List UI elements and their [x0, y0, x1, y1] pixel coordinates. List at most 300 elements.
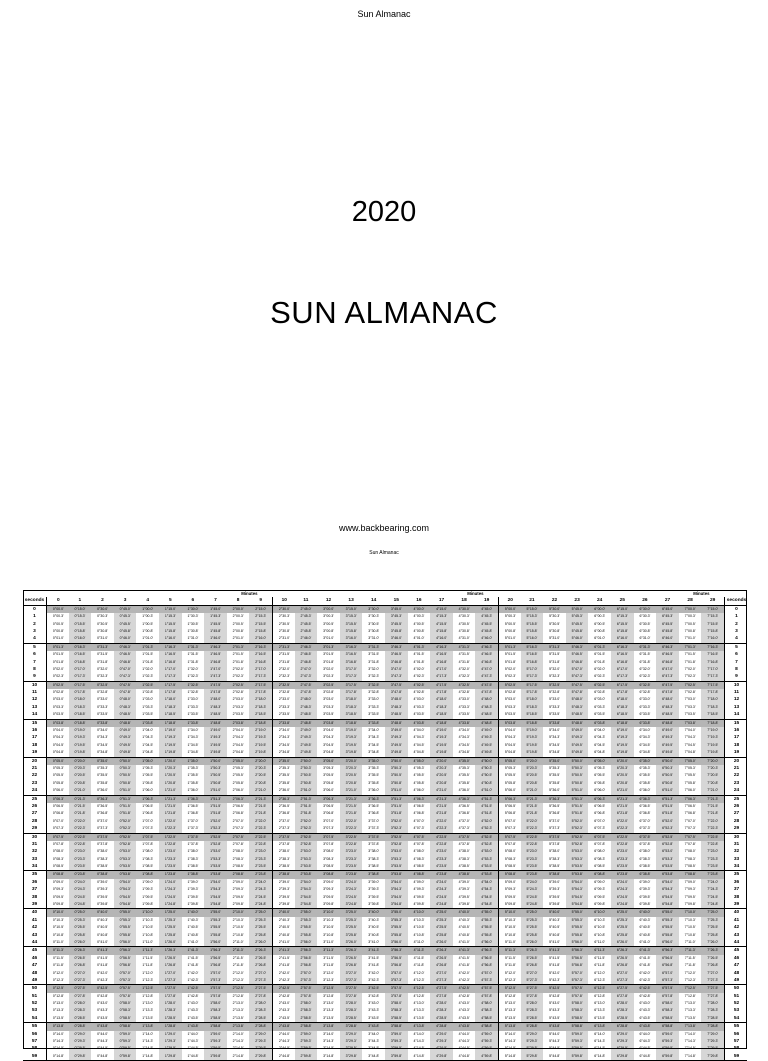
arc-value-cell: 5°12.3'	[498, 977, 522, 984]
arc-value-cell: 4°26.0'	[430, 939, 453, 946]
arc-value-cell: 3°00.5'	[323, 621, 334, 626]
seconds-label: 0	[724, 606, 748, 613]
arc-value-cell: 3°07.3'	[323, 826, 334, 831]
arc-value-cell: 6°47.5'	[656, 682, 679, 689]
arc-value-cell: 1°34.8'	[187, 750, 199, 755]
arc-value-cell: 3°48.5'	[385, 711, 408, 718]
arc-value-cell: 5°03.5'	[498, 711, 522, 718]
arc-value-cell: 2°43.3'	[272, 1007, 296, 1014]
arc-value-cell: 4°25.5'	[430, 924, 453, 931]
arc-value-cell: 5°32.8'	[549, 690, 560, 695]
arc-value-cell: 6°03.8'	[588, 720, 611, 727]
arc-value-cell: 0°23.5'	[69, 863, 92, 870]
arc-value-cell: 1°28.0'	[159, 1000, 182, 1007]
seconds-label: 4	[724, 635, 748, 642]
arc-value-cell: 3°59.5'	[385, 1045, 408, 1052]
arc-value-cell: 4°23.5'	[430, 863, 453, 870]
table-row	[23, 780, 747, 787]
arc-value-cell: 1°07.3'	[142, 826, 154, 831]
table-row	[23, 909, 747, 916]
arc-value-cell: 0°00.5'	[46, 621, 70, 628]
arc-value-cell: 3°23.3'	[340, 856, 363, 863]
seconds-label: 51	[724, 993, 748, 1000]
arc-value-cell: 0°28.8'	[69, 1023, 92, 1030]
arc-value-cell: 5°26.0'	[521, 939, 544, 946]
arc-value-cell: 4°18.3'	[430, 704, 453, 711]
arc-value-cell: 6°24.5'	[611, 894, 634, 901]
minute-column-header: 0	[46, 597, 70, 604]
arc-value-cell: 4°23.8'	[430, 871, 453, 878]
arc-value-cell: 4°39.8'	[458, 902, 470, 907]
minute-column-header: 16	[416, 598, 422, 604]
arc-value-cell: 2°16.3'	[249, 644, 272, 651]
arc-value-cell: 6°29.8'	[611, 1053, 634, 1060]
arc-value-cell: 0°56.3'	[114, 947, 137, 954]
table-row	[23, 765, 747, 772]
arc-value-cell: 4°10.5'	[413, 925, 425, 930]
arc-value-cell: 7°05.8'	[684, 780, 696, 785]
arc-value-cell: 1°03.3'	[142, 704, 154, 709]
arc-value-cell: 5°32.0'	[549, 666, 560, 671]
arc-value-cell: 6°47.8'	[656, 689, 679, 696]
minute-column-header: 13	[348, 598, 354, 604]
arc-value-cell: 2°11.5'	[232, 955, 244, 960]
arc-value-cell: 1°57.5'	[204, 985, 227, 992]
arc-value-cell: 3°46.0'	[385, 635, 408, 642]
table-row	[23, 863, 747, 871]
arc-value-cell: 2°52.0'	[295, 818, 318, 825]
arc-value-cell: 4°49.0'	[475, 727, 498, 734]
arc-value-cell: 2°07.8'	[232, 841, 244, 846]
arc-value-cell: 1°21.8'	[159, 810, 182, 817]
arc-value-cell: 3°57.3'	[385, 977, 408, 984]
arc-value-cell: 5°45.3'	[566, 613, 589, 620]
arc-value-cell: 5°53.5'	[566, 863, 589, 870]
seconds-label: 20	[724, 758, 748, 765]
arc-value-cell: 4°55.0'	[475, 909, 498, 916]
arc-value-cell: 6°41.5'	[639, 955, 651, 960]
arc-value-cell: 1°34.3'	[187, 735, 199, 740]
arc-value-cell: 7°05.5'	[684, 773, 696, 778]
arc-value-cell: 6°51.0'	[656, 787, 679, 794]
arc-value-cell: 1°16.5'	[159, 651, 182, 658]
arc-value-cell: 0°14.5'	[46, 1045, 70, 1052]
arc-value-cell: 3°08.5'	[323, 864, 334, 869]
arc-value-cell: 2°57.8'	[295, 993, 318, 1000]
minute-column-header: 25	[619, 598, 625, 604]
minute-column-header: 9	[259, 598, 263, 604]
arc-value-cell: 6°07.0'	[594, 818, 606, 823]
arc-value-cell: 1°27.8'	[159, 993, 182, 1000]
arc-value-cell: 4°04.5'	[413, 742, 425, 747]
arc-value-cell: 5°56.8'	[566, 962, 589, 969]
minute-column-header: 28	[687, 598, 693, 604]
arc-value-cell: 6°44.8'	[639, 1053, 651, 1058]
arc-value-cell: 2°38.8'	[272, 871, 296, 878]
arc-value-cell: 1°03.8'	[136, 720, 159, 727]
arc-value-cell: 7°16.0'	[701, 635, 724, 642]
arc-value-cell: 0°07.0'	[46, 818, 70, 825]
arc-value-cell: 3°47.3'	[385, 673, 408, 680]
arc-value-cell: 2°59.5'	[295, 1045, 318, 1052]
arc-value-cell: 4°47.0'	[475, 666, 498, 673]
arc-value-cell: 1°23.5'	[159, 863, 182, 870]
arc-value-cell: 2°57.5'	[295, 985, 318, 992]
arc-value-cell: 3°15.8'	[340, 628, 363, 635]
arc-value-cell: 2°48.8'	[295, 720, 318, 727]
arc-value-cell: 5°42.3'	[549, 977, 560, 982]
arc-value-cell: 0°48.5'	[114, 711, 137, 718]
table-row	[23, 696, 747, 703]
arc-value-cell: 6°11.5'	[594, 955, 605, 960]
arc-value-cell: 1°09.0'	[142, 879, 154, 884]
arc-value-cell: 5°32.3'	[549, 674, 560, 679]
arc-value-cell: 2°22.8'	[249, 841, 272, 848]
arc-value-cell: 5°27.3'	[521, 977, 544, 984]
minute-column-header: 7	[214, 598, 217, 604]
arc-value-cell: 4°05.8'	[413, 780, 425, 785]
arc-value-cell: 6°34.8'	[639, 750, 651, 755]
arc-value-cell: 1°18.0'	[159, 696, 182, 703]
minutes-group-header	[23, 590, 747, 597]
arc-value-cell: 0°53.0'	[114, 848, 137, 855]
arc-value-cell: 0°06.5'	[46, 803, 70, 810]
arc-value-cell: 2°56.0'	[295, 939, 318, 946]
arc-value-cell: 2°09.8'	[232, 902, 244, 907]
arc-value-cell: 4°38.8'	[453, 871, 476, 878]
seconds-label: 1	[33, 614, 36, 620]
arc-value-cell: 0°59.3'	[114, 1038, 137, 1045]
arc-value-cell: 0°14.0'	[46, 1031, 70, 1038]
arc-value-cell: 2°12.3'	[232, 977, 244, 982]
arc-value-cell: 3°08.3'	[323, 856, 334, 861]
arc-value-cell: 6°34.3'	[639, 735, 651, 740]
arc-value-cell: 2°13.8'	[227, 1023, 250, 1030]
table-caption: Sun Almanac	[369, 550, 399, 556]
arc-value-cell: 4°12.3'	[413, 977, 425, 982]
arc-value-cell: 0°51.3'	[114, 796, 137, 803]
arc-value-cell: 1°19.0'	[159, 727, 182, 734]
table-row	[23, 917, 747, 924]
seconds-label: 34	[724, 863, 748, 870]
arc-value-cell: 5°35.0'	[543, 758, 566, 765]
arc-value-cell: 7°29.3'	[701, 1038, 724, 1045]
arc-value-cell: 6°18.0'	[611, 696, 634, 703]
arc-value-cell: 2°42.8'	[272, 993, 296, 1000]
arc-value-cell: 2°39.8'	[272, 901, 296, 908]
arc-value-cell: 1°59.3'	[204, 1038, 227, 1045]
arc-value-cell: 1°05.5'	[142, 773, 154, 778]
arc-value-cell: 2°51.3'	[295, 796, 318, 803]
arc-value-cell: 0°56.5'	[114, 955, 137, 962]
arc-value-cell: 1°30.8'	[187, 628, 199, 633]
arc-value-cell: 4°21.8'	[430, 810, 453, 817]
arc-value-cell: 5°47.5'	[566, 682, 589, 689]
arc-value-cell: 1°55.3'	[204, 917, 227, 924]
arc-value-cell: 2°44.8'	[272, 1053, 296, 1060]
arc-value-cell: 6°03.0'	[594, 697, 606, 702]
arc-value-cell: 3°15.0'	[340, 606, 363, 613]
arc-value-cell: 5°54.5'	[566, 894, 589, 901]
arc-value-cell: 2°22.3'	[249, 825, 272, 832]
seconds-label: 49	[31, 977, 38, 983]
arc-value-cell: 0°13.3'	[46, 1007, 70, 1014]
arc-value-cell: 2°52.3'	[295, 825, 318, 832]
arc-value-cell: 0°02.0'	[46, 666, 70, 673]
arc-value-cell: 4°42.0'	[458, 970, 470, 975]
arc-value-cell: 2°09.3'	[232, 887, 244, 892]
arc-value-cell: 4°20.5'	[430, 772, 453, 779]
table-row	[23, 1023, 747, 1030]
seconds-label: 8	[33, 666, 36, 672]
arc-value-cell: 2°44.5'	[272, 1045, 296, 1052]
arc-value-cell: 1°06.3'	[136, 796, 159, 803]
seconds-label: 21	[31, 765, 38, 771]
arc-value-cell: 0°24.3'	[69, 886, 92, 893]
arc-value-cell: 3°38.5'	[368, 864, 380, 869]
arc-value-cell: 0°27.5'	[69, 985, 92, 992]
arc-value-cell: 1°47.5'	[204, 682, 227, 689]
arc-value-cell: 2°44.0'	[272, 1031, 296, 1038]
arc-value-cell: 2°32.3'	[272, 673, 296, 680]
arc-value-cell: 0°57.3'	[114, 977, 137, 984]
arc-value-cell: 2°00.8'	[232, 628, 244, 633]
arc-value-cell: 5°29.0'	[521, 1031, 544, 1038]
arc-value-cell: 6°25.0'	[611, 909, 634, 916]
arc-value-cell: 3°50.3'	[385, 765, 408, 772]
arc-value-cell: 5°06.5'	[498, 803, 522, 810]
arc-value-cell: 3°06.0'	[323, 788, 334, 793]
arc-value-cell: 7°17.5'	[701, 682, 724, 689]
arc-value-cell: 4°31.3'	[453, 644, 476, 651]
arc-value-cell: 3°23.5'	[340, 863, 363, 870]
seconds-label: 28	[724, 818, 748, 825]
arc-value-cell: 3°24.5'	[340, 894, 363, 901]
arc-value-cell: 0°53.3'	[114, 856, 137, 863]
arc-value-cell: 3°09.3'	[323, 887, 334, 892]
arc-value-cell: 3°18.0'	[340, 696, 363, 703]
arc-value-cell: 0°20.5'	[69, 772, 92, 779]
arc-value-cell: 5°09.8'	[498, 901, 522, 908]
arc-value-cell: 6°31.8'	[639, 659, 651, 664]
arc-value-cell: 1°26.8'	[159, 962, 182, 969]
arc-value-cell: 2°12.0'	[232, 970, 244, 975]
arc-value-cell: 0°23.0'	[69, 848, 92, 855]
arc-value-cell: 1°13.0'	[142, 1001, 154, 1006]
arc-value-cell: 6°58.5'	[656, 1015, 679, 1022]
arc-value-cell: 5°48.3'	[566, 704, 589, 711]
arc-value-cell: 2°59.8'	[295, 1053, 318, 1060]
arc-value-cell: 6°36.0'	[639, 788, 651, 793]
arc-value-cell: 4°07.3'	[413, 826, 425, 831]
arc-value-cell: 3°50.0'	[385, 758, 408, 765]
arc-value-cell: 1°19.3'	[159, 734, 182, 741]
minute-column-header: 29	[710, 598, 716, 604]
arc-value-cell: 7°03.5'	[684, 712, 696, 717]
arc-value-cell: 6°46.0'	[656, 635, 679, 642]
minute-column-header: 2	[101, 598, 104, 604]
arc-value-cell: 3°36.5'	[368, 803, 380, 808]
arc-value-cell: 1°23.0'	[159, 848, 182, 855]
arc-value-cell: 7°23.8'	[701, 871, 724, 878]
arc-value-cell: 6°32.5'	[634, 682, 657, 689]
arc-value-cell: 7°28.0'	[701, 1000, 724, 1007]
arc-value-cell: 0°43.8'	[91, 1023, 114, 1030]
arc-value-cell: 7°11.3'	[679, 947, 702, 954]
arc-value-cell: 2°29.3'	[249, 1038, 272, 1045]
arc-value-cell: 6°13.0'	[594, 1001, 606, 1006]
arc-value-cell: 2°23.5'	[249, 863, 272, 870]
arc-value-cell: 1°25.8'	[159, 932, 182, 939]
arc-value-cell: 3°37.5'	[362, 834, 385, 841]
arc-value-cell: 6°49.3'	[656, 734, 679, 741]
arc-value-cell: 0°36.0'	[97, 788, 108, 793]
arc-value-cell: 0°30.3'	[97, 614, 108, 619]
arc-value-cell: 1°31.3'	[182, 644, 205, 651]
arc-value-cell: 1°51.3'	[204, 796, 227, 803]
arc-value-cell: 5°26.5'	[521, 955, 544, 962]
arc-value-cell: 6°21.8'	[611, 810, 634, 817]
arc-value-cell: 1°05.8'	[142, 780, 154, 785]
arc-value-cell: 5°54.0'	[566, 879, 589, 886]
arc-value-cell: 4°36.0'	[458, 788, 470, 793]
arc-value-cell: 2°42.3'	[272, 977, 296, 984]
arc-value-cell: 1°40.3'	[187, 917, 199, 922]
arc-value-cell: 1°22.5'	[159, 834, 182, 841]
arc-value-cell: 1°11.0'	[142, 939, 153, 944]
arc-value-cell: 4°09.8'	[413, 902, 425, 907]
arc-value-cell: 5°01.8'	[498, 659, 522, 666]
arc-value-cell: 1°59.5'	[204, 1045, 227, 1052]
arc-value-cell: 7°10.0'	[679, 909, 702, 916]
arc-value-cell: 0°16.5'	[69, 651, 92, 658]
arc-value-cell: 6°21.0'	[611, 787, 634, 794]
arc-value-cell: 6°55.5'	[656, 924, 679, 931]
seconds-label: 3	[33, 628, 36, 634]
arc-value-cell: 2°49.8'	[295, 749, 318, 756]
arc-value-cell: 1°36.5'	[187, 803, 199, 808]
arc-value-cell: 4°35.5'	[458, 773, 470, 778]
arc-value-cell: 2°25.8'	[249, 932, 272, 939]
arc-value-cell: 2°31.8'	[272, 659, 296, 666]
arc-value-cell: 3°55.8'	[385, 932, 408, 939]
arc-value-cell: 6°15.8'	[611, 628, 634, 635]
arc-value-cell: 7°26.3'	[701, 947, 724, 954]
arc-value-cell: 3°04.0'	[323, 728, 334, 733]
arc-value-cell: 0°02.3'	[46, 673, 70, 680]
arc-value-cell: 0°28.3'	[69, 1007, 92, 1014]
arc-value-cell: 7°06.8'	[684, 811, 696, 816]
arc-value-cell: 0°28.0'	[69, 1000, 92, 1007]
arc-value-cell: 7°13.3'	[684, 1008, 696, 1013]
arc-value-cell: 6°52.5'	[656, 834, 679, 841]
arc-value-cell: 5°00.0'	[498, 606, 522, 613]
arc-value-cell: 0°05.5'	[46, 772, 70, 779]
arc-value-cell: 6°35.8'	[639, 780, 651, 785]
arc-value-cell: 4°33.8'	[453, 720, 476, 727]
arc-value-cell: 4°46.5'	[475, 651, 498, 658]
arc-value-cell: 4°38.0'	[458, 849, 470, 854]
arc-value-cell: 3°49.5'	[385, 742, 408, 749]
arc-value-cell: 0°44.3'	[97, 1039, 108, 1044]
arc-value-cell: 2°21.8'	[249, 810, 272, 817]
arc-value-cell: 0°12.8'	[46, 993, 70, 1000]
arc-value-cell: 6°40.8'	[639, 932, 651, 937]
arc-value-cell: 0°30.5'	[97, 621, 108, 626]
arc-value-cell: 0°06.8'	[46, 810, 70, 817]
arc-value-cell: 1°38.3'	[187, 856, 199, 861]
table-row	[23, 810, 747, 817]
arc-value-cell: 1°49.3'	[204, 734, 227, 741]
arc-value-cell: 0°54.0'	[114, 879, 137, 886]
arc-value-cell: 3°04.3'	[323, 735, 334, 740]
seconds-label: 19	[724, 749, 748, 756]
arc-value-cell: 4°37.5'	[453, 834, 476, 841]
table-row	[23, 621, 747, 628]
arc-value-cell: 5°00.3'	[498, 613, 522, 620]
arc-value-cell: 4°57.3'	[475, 977, 498, 984]
arc-value-cell: 7°19.5'	[701, 742, 724, 749]
arc-value-cell: 1°08.3'	[142, 856, 154, 861]
arc-value-cell: 3°19.8'	[340, 749, 363, 756]
arc-value-cell: 4°04.0'	[413, 728, 425, 733]
arc-value-cell: 3°33.0'	[368, 697, 380, 702]
website-link[interactable]: www.backbearing.com	[338, 523, 430, 533]
arc-value-cell: 7°09.5'	[684, 894, 696, 899]
arc-value-cell: 2°31.3'	[272, 644, 296, 651]
arc-value-cell: 0°52.3'	[114, 825, 137, 832]
arc-value-cell: 5°27.8'	[521, 993, 544, 1000]
arc-value-cell: 1°17.3'	[159, 673, 182, 680]
arc-value-cell: 2°02.5'	[227, 682, 250, 689]
arc-value-cell: 5°41.8'	[549, 963, 560, 968]
arc-value-cell: 4°15.3'	[430, 613, 453, 620]
arc-value-cell: 3°45.5'	[385, 621, 408, 628]
arc-value-cell: 2°22.0'	[249, 818, 272, 825]
arc-value-cell: 6°29.0'	[611, 1031, 634, 1038]
arc-value-cell: 5°19.3'	[521, 734, 544, 741]
seconds-label: 41	[724, 917, 748, 924]
arc-value-cell: 5°29.3'	[521, 1038, 544, 1045]
arc-value-cell: 0°46.8'	[114, 659, 137, 666]
arc-value-cell: 0°46.5'	[114, 651, 137, 658]
arc-value-cell: 1°48.8'	[204, 720, 227, 727]
arc-value-cell: 5°53.3'	[566, 856, 589, 863]
arc-value-cell: 7°11.8'	[684, 963, 696, 968]
arc-value-cell: 7°10.3'	[684, 917, 696, 922]
seconds-label: 56	[31, 1031, 38, 1037]
arc-value-cell: 6°22.0'	[611, 818, 634, 825]
arc-value-cell: 4°15.8'	[430, 628, 453, 635]
table-row	[23, 894, 747, 901]
arc-value-cell: 7°25.8'	[701, 932, 724, 939]
arc-value-cell: 4°27.5'	[430, 985, 453, 992]
arc-value-cell: 1°29.5'	[159, 1045, 182, 1052]
arc-value-cell: 5°39.8'	[549, 902, 560, 907]
arc-value-cell: 5°08.5'	[498, 863, 522, 870]
seconds-label: 58	[724, 1045, 748, 1052]
arc-value-cell: 5°30.0'	[543, 606, 566, 613]
arc-value-cell: 6°13.3'	[594, 1008, 606, 1013]
arc-value-cell: 5°38.5'	[549, 864, 560, 869]
arc-value-cell: 2°19.3'	[249, 734, 272, 741]
arc-value-cell: 1°02.0'	[142, 666, 154, 671]
arc-value-cell: 3°37.3'	[368, 826, 380, 831]
arc-value-cell: 5°27.5'	[521, 985, 544, 992]
arc-value-cell: 4°36.3'	[453, 796, 476, 803]
arc-value-cell: 0°42.5'	[91, 985, 114, 992]
arc-value-cell: 6°44.5'	[639, 1046, 651, 1051]
